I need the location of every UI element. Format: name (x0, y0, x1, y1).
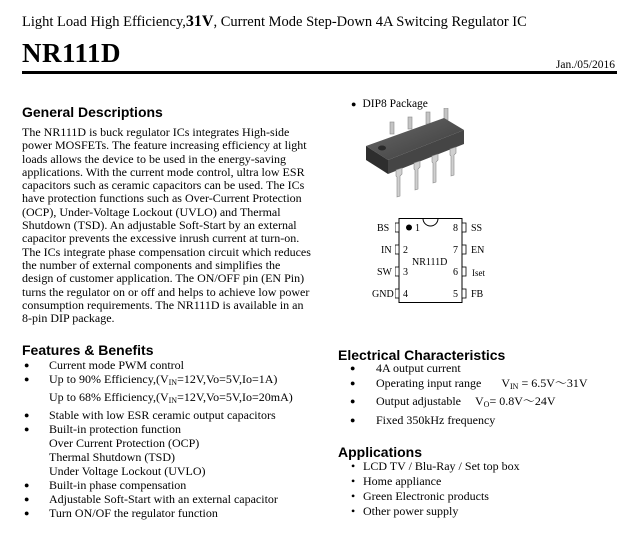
desc-line: have protection functions such as Over-Current Protection (22, 191, 302, 206)
feature-text: Up to 68% Efficiency,(V (49, 390, 169, 404)
electrical-list (350, 361, 588, 427)
pin-name: EN (471, 245, 485, 256)
feature-item: ● Built-in phase compensation (22, 478, 332, 492)
desc-line: capacitor prevents the excessive inrush current at turn-on. (22, 231, 300, 246)
pin-number: 6 (453, 267, 458, 278)
pin-number: 1 (415, 223, 420, 234)
electrical-item: ● Fixed 350kHz frequency (350, 413, 588, 428)
package-label-text: DIP8 Package (362, 98, 428, 110)
feature-text: =12V,Vo=5V,Io=1A) (177, 372, 278, 386)
application-item: • Home appliance (351, 474, 520, 489)
pin-number: 7 (453, 245, 458, 256)
desc-line: turns the regulator on or off and helps to achieve low power (22, 284, 310, 299)
feature-item (22, 372, 332, 390)
feature-subitem: Over Current Protection (OCP) (49, 436, 200, 450)
feature-subitem (22, 390, 332, 408)
pin1-mark (378, 146, 386, 151)
electrical-subscript: O (483, 400, 490, 410)
pin-name: SW (377, 267, 392, 278)
applications-list (351, 459, 520, 519)
desc-line: the number of external components and simplifies the (22, 257, 281, 272)
feature-subscript: IN (168, 396, 178, 405)
feature-item: ● Stable with low ESR ceramic output capacitors (22, 408, 332, 422)
general-description-text (22, 126, 322, 325)
general-descriptions-heading: General Descriptions (22, 104, 163, 120)
pin-left-2 (395, 245, 399, 254)
application-item: • Green Electronic products (351, 489, 520, 504)
desc-line: (OCP), Under-Voltage Lockout (UVLO) and Thermal (22, 204, 281, 219)
desc-line: power MOSFETs. The feature increasing efficiency at light (22, 138, 307, 153)
subtitle-suffix: , Current Mode Step-Down 4A Switcing Regulator IC (213, 14, 527, 30)
applications-heading: Applications (338, 444, 423, 460)
feature-item: ● Built-in protection function (22, 422, 332, 436)
document-subtitle (22, 13, 527, 31)
part-number-title: NR111D (22, 38, 122, 68)
application-item: • LCD TV / Blu-Ray / Set top box (351, 459, 520, 474)
desc-line: capacitors such as ceramic capacitors can be used. The ICs (22, 178, 305, 193)
pin-left-1 (395, 223, 399, 232)
subtitle-voltage: 31V (185, 13, 214, 30)
chip-part-label: NR111D (412, 257, 448, 268)
desc-line: The ICs integrate phase compensation circuit which reduces (22, 244, 311, 259)
electrical-heading: Electrical Characteristics (338, 347, 506, 363)
application-item: • Other power supply (351, 504, 520, 519)
feature-subitem: Thermal Shutdown (TSD) (49, 450, 175, 464)
pin-name: BS (377, 223, 390, 234)
subtitle-prefix: Light Load High Efficiency, (22, 14, 186, 30)
desc-line: 8-pin DIP package. (22, 311, 115, 326)
desc-line: consumption requirements. The NR111D is available in an (22, 297, 304, 312)
pin-number: 5 (453, 289, 458, 300)
desc-line: loads allows the device to be used in the energy-saving (22, 151, 287, 166)
feature-item: ● Turn ON/OF the regulator function (22, 506, 332, 520)
pin-right-8 (462, 223, 466, 232)
electrical-label: Operating input range (376, 375, 482, 390)
document-date: Jan./05/2016 (555, 59, 615, 71)
feature-item: ● Adjustable Soft-Start with an external capacitor (22, 492, 332, 506)
feature-text: Up to 90% Efficiency,(V (49, 372, 169, 386)
pin-number: 8 (453, 223, 458, 234)
feature-subitem: Under Voltage Lockout (UVLO) (49, 464, 206, 478)
desc-line: The NR111D is buck regulator ICs integrates High-side (22, 125, 290, 139)
pin-name: FB (471, 289, 484, 300)
feature-text: =12V,Vo=5V,Io=20mA) (177, 390, 293, 404)
pin-right-7 (462, 245, 466, 254)
electrical-value: = 6.5V～31V (518, 375, 588, 390)
desc-line: design of customer application. The ON/OFF pin (EN Pin) (22, 271, 305, 286)
pin1-dot (406, 225, 412, 231)
electrical-symbol: V (501, 375, 510, 390)
features-list (22, 358, 332, 520)
pin-left-4 (395, 289, 399, 298)
electrical-symbol: V (474, 394, 484, 409)
electrical-item: ● 4A output current (350, 361, 588, 376)
electrical-label: Output adjustable (376, 394, 461, 409)
electrical-item (350, 376, 588, 395)
header-rule (22, 71, 617, 74)
pin-name: GND (372, 289, 394, 300)
pin-name: SS (471, 223, 483, 234)
bullet-icon: ● (351, 99, 357, 109)
pin-right-6 (462, 267, 466, 276)
feature-item: ● Current mode PWM control (22, 358, 332, 372)
pin-left-3 (395, 267, 399, 276)
pin-name: IN (381, 245, 392, 256)
feature-subscript: IN (168, 378, 178, 387)
desc-line: Shutdown (TSD). An adjustable Soft-Start by an external (22, 218, 297, 233)
dip8-package-photo (352, 108, 468, 200)
features-heading: Features & Benefits (22, 342, 154, 358)
pin-number: 4 (403, 289, 408, 300)
pin-right-5 (462, 289, 466, 298)
electrical-value: = 0.8V～24V (489, 394, 556, 409)
desc-line: applications. With the current mode control, ultra low ESR (22, 164, 305, 179)
pin-number: 3 (403, 267, 408, 278)
electrical-subscript: IN (509, 381, 519, 391)
pin-number: 2 (403, 245, 408, 256)
pin-name: Iset (472, 268, 485, 278)
electrical-item (350, 394, 588, 413)
